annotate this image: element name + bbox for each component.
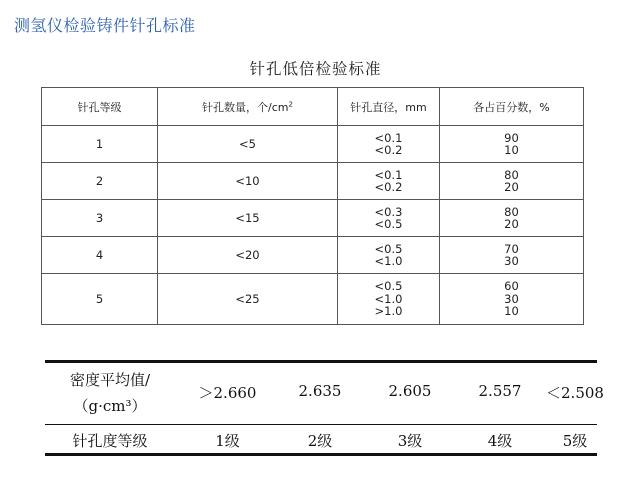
count-cell: <10 — [158, 163, 338, 200]
percent-cell: 70 30 — [440, 237, 584, 274]
header-percent: 各占百分数，% — [440, 88, 584, 126]
grade-value: 1级 — [215, 432, 240, 450]
percent-cell: 60 30 10 — [440, 274, 584, 325]
grade-value: 4级 — [487, 432, 513, 450]
density-value: ＜2.508 — [546, 384, 604, 402]
diameter-cell: <0.5 <1.0 >1.0 — [338, 274, 440, 325]
grade-cell: 3 — [42, 200, 158, 237]
header-diameter: 针孔直径，mm — [338, 88, 440, 126]
count-cell: <20 — [158, 237, 338, 274]
diameter-cell: <0.1 <0.2 — [338, 163, 440, 200]
diameter-cell: <0.5 <1.0 — [338, 237, 440, 274]
percent-cell: 90 10 — [440, 126, 584, 163]
grade-value: 3级 — [397, 432, 423, 450]
table-header-row — [42, 88, 584, 126]
density-value: 2.557 — [478, 382, 522, 400]
percent-cell: 80 20 — [440, 200, 584, 237]
table-row — [42, 163, 584, 200]
table-row — [42, 200, 584, 237]
percent-cell: 80 20 — [440, 163, 584, 200]
grade-row-header: 针孔度等级 — [72, 432, 148, 450]
count-cell: <15 — [158, 200, 338, 237]
page-heading: 测氢仪检验铸件针孔标准 — [14, 16, 196, 35]
density-value: ＞2.660 — [198, 384, 257, 402]
middle-rule — [45, 424, 597, 425]
diameter-cell: <0.1 <0.2 — [338, 126, 440, 163]
diameter-cell: <0.3 <0.5 — [338, 200, 440, 237]
grade-cell: 2 — [42, 163, 158, 200]
grade-value: 5级 — [562, 432, 588, 450]
grade-cell: 5 — [42, 274, 158, 325]
pinhole-standard-table — [41, 87, 584, 325]
header-grade: 针孔等级 — [42, 88, 158, 126]
top-rule — [45, 360, 597, 363]
density-value: 2.605 — [388, 382, 432, 400]
table-row — [42, 126, 584, 163]
grade-cell: 4 — [42, 237, 158, 274]
pinhole-table-title: 针孔低倍检验标准 — [249, 60, 382, 78]
grade-cell: 1 — [42, 126, 158, 163]
count-cell: <25 — [158, 274, 338, 325]
header-count: 针孔数量，个$/cm^2$ — [158, 88, 338, 126]
density-grade-table — [45, 360, 604, 456]
bottom-rule — [45, 453, 597, 456]
table-row — [42, 237, 584, 274]
density-header-line2: （g·cm³） — [73, 397, 147, 415]
table-row — [42, 274, 584, 325]
grade-value: 2级 — [307, 432, 333, 450]
count-cell: <5 — [158, 126, 338, 163]
density-value: 2.635 — [298, 382, 342, 400]
density-header-line1: 密度平均值/ — [69, 371, 151, 389]
